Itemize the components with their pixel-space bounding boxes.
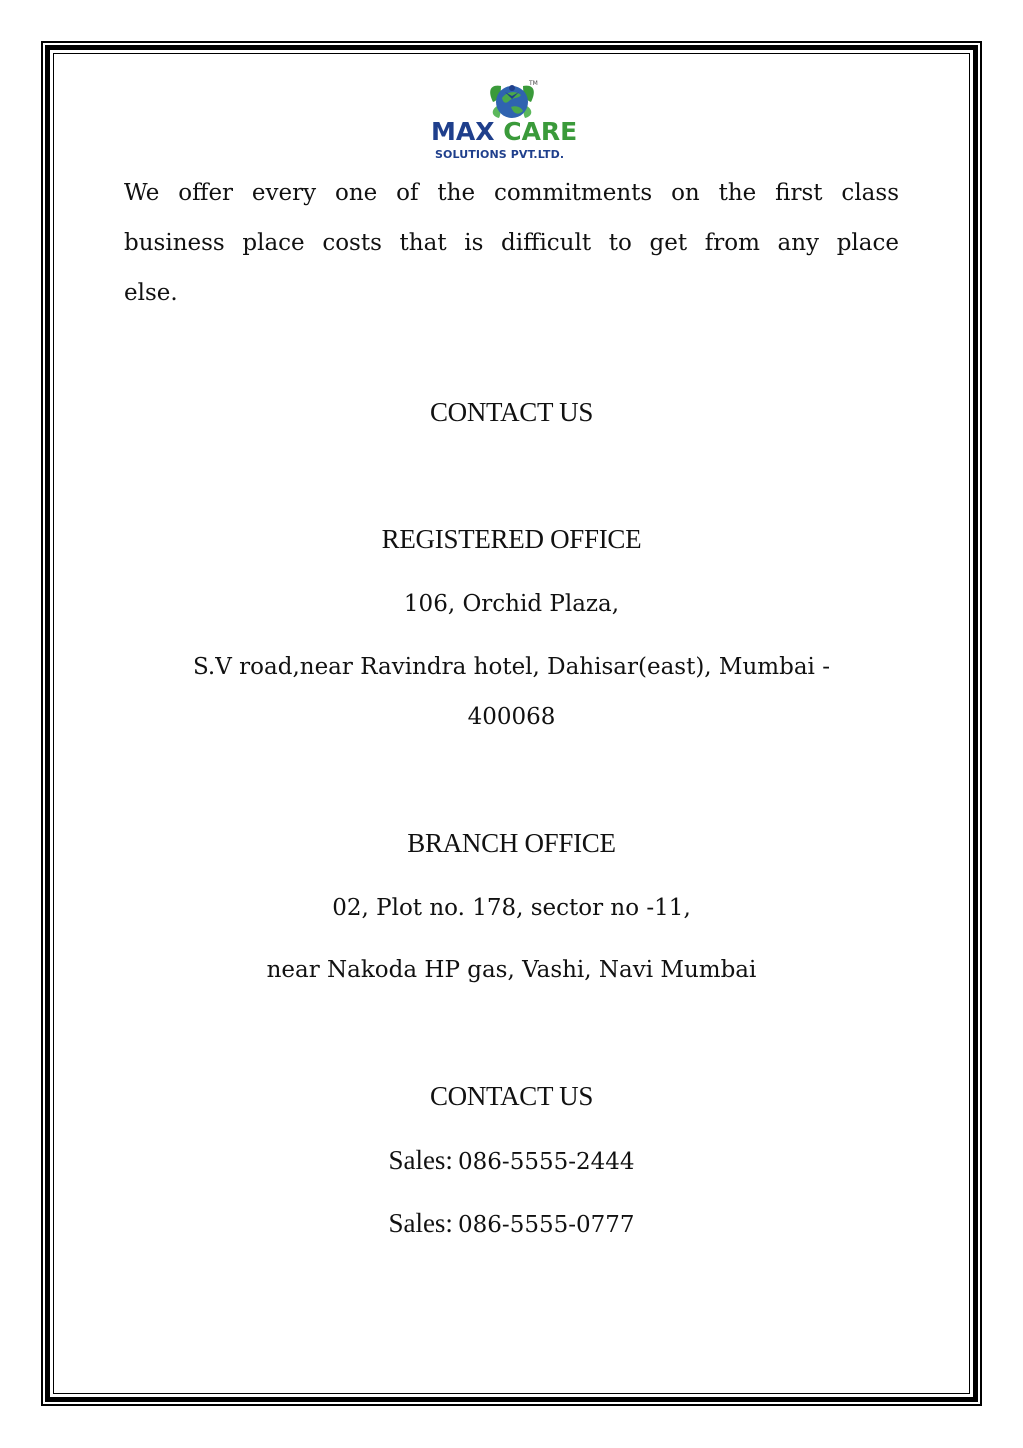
sales-phone-number[interactable]: 086-5555-2444 <box>458 1149 635 1175</box>
logo-subtitle: SOLUTIONS PVT.LTD. <box>435 148 565 161</box>
contact-us-heading-2: CONTACT US <box>429 1081 594 1111</box>
logo-word-max: MAX <box>431 117 495 146</box>
branch-office-heading: BRANCH OFFICE <box>407 828 616 858</box>
registered-office-address-line-3: 400068 <box>467 704 556 730</box>
registered-office-heading: REGISTERED OFFICE <box>381 524 642 554</box>
company-logo <box>431 80 593 164</box>
trademark-mark: TM <box>529 80 538 87</box>
sales-contact-line <box>90 1145 933 1176</box>
sales-phone-number[interactable]: 086-5555-0777 <box>458 1212 635 1238</box>
registered-office-address-line-1: 106, Orchid Plaza, <box>403 591 620 617</box>
intro-paragraph: We offer every one of the commitments on the first class business place costs that is difficult to get from any place else. <box>124 180 899 306</box>
logo-word-care: CARE <box>503 117 578 146</box>
registered-office-address-line-2: S.V road,near Ravindra hotel, Dahisar(east), Mumbai - <box>193 654 830 680</box>
sales-contact-line <box>90 1208 933 1239</box>
logo-wordmark <box>431 118 593 146</box>
contact-us-heading: CONTACT US <box>429 397 594 427</box>
sales-label: Sales: <box>388 1145 453 1175</box>
branch-office-address-line-1: 02, Plot no. 178, sector no -11, <box>332 895 691 921</box>
sales-label: Sales: <box>388 1208 453 1238</box>
branch-office-address-line-2: near Nakoda HP gas, Vashi, Navi Mumbai <box>266 957 757 983</box>
